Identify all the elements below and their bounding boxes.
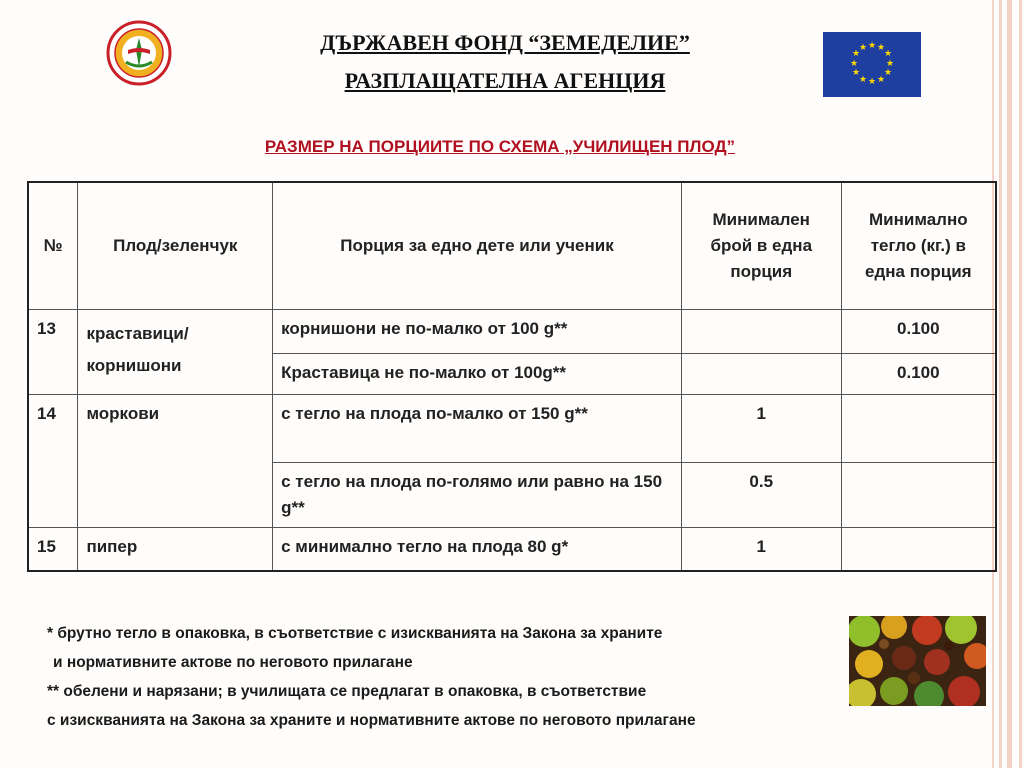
svg-text:★: ★ [867,77,877,87]
svg-text:★: ★ [876,75,886,85]
row-portion: Краставица не по-малко от 100g** [273,353,682,394]
row-number: 13 [28,309,78,394]
row-min-weight [841,394,996,462]
header-fruit: Плод/зеленчук [78,182,273,309]
row-fruit: моркови [78,394,273,527]
row-min-count: 1 [681,394,841,462]
row-portion: корнишони не по-малко от 100 g** [273,309,682,353]
row-min-weight: 0.100 [841,309,996,353]
footnote-line: и нормативните актове по неговото прилагане [53,654,413,671]
row-portion: с тегло на плода по-голямо или равно на 150 g** [273,462,682,527]
svg-text:★: ★ [885,59,895,69]
row-number: 15 [28,527,78,571]
row-min-count: 0.5 [681,462,841,527]
svg-text:★: ★ [876,43,886,53]
row-portion: с минимално тегло на плода 80 g* [273,527,682,571]
header-min-weight: Минимално тегло (кг.) в една порция [841,182,996,309]
header-min-count: Минимален брой в една порция [681,182,841,309]
row-min-weight: 0.100 [841,353,996,394]
row-portion: с тегло на плода по-малко от 150 g** [273,394,682,462]
row-min-count [681,309,841,353]
row-fruit: пипер [78,527,273,571]
svg-text:★: ★ [883,49,893,59]
svg-text:★: ★ [851,49,861,59]
svg-text:★: ★ [867,41,877,51]
row-fruit: краставици/ корнишони [78,309,273,394]
table-header-row [28,182,996,309]
svg-text:★: ★ [851,68,861,78]
svg-text:★: ★ [883,68,893,78]
row-min-weight [841,527,996,571]
table-row [28,527,996,571]
footnote-line: с изискванията на Закона за храните и нормативните актове по неговото прилагане [47,712,696,729]
eu-flag-icon [823,32,921,97]
svg-text:★: ★ [849,59,859,69]
footnote-line: ** обелени и нарязани; в училищата се предлагат в опаковка, в съответствие [47,683,647,700]
table-row [28,394,996,462]
fruit-photo [849,616,986,706]
row-min-count: 1 [681,527,841,571]
footnotes [47,619,696,735]
row-min-weight [841,462,996,527]
row-number: 14 [28,394,78,527]
header-title-line2: РАЗПЛАЩАТЕЛНА АГЕНЦИЯ [344,68,666,93]
footnote-line: * брутно тегло в опаковка, в съответствие с изискванията на Закона за храните [47,625,663,642]
page-subtitle: РАЗМЕР НА ПОРЦИИТЕ ПО СХЕМА „УЧИЛИЩЕН ПЛОД” [264,137,736,156]
header-portion: Порция за едно дете или ученик [273,182,682,309]
portion-size-table [27,181,997,572]
header-title-line1: ДЪРЖАВЕН ФОНД “ЗЕМЕДЕЛИЕ” [320,30,690,55]
svg-text:★: ★ [858,75,868,85]
table-row [28,309,996,353]
svg-text:★: ★ [858,43,868,53]
header-number: № [28,182,78,309]
row-min-count [681,353,841,394]
